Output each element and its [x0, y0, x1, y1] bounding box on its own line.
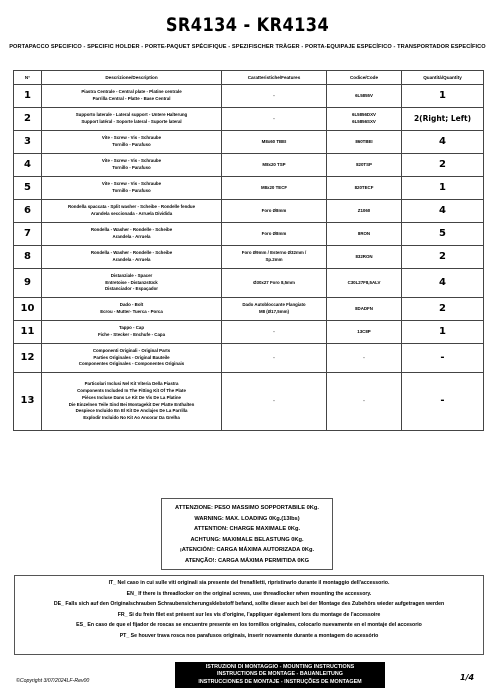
table-row — [14, 154, 484, 177]
row-number: 13 — [14, 373, 42, 431]
row-code — [327, 344, 402, 373]
row-description — [42, 373, 222, 431]
row-number: 7 — [14, 223, 42, 246]
row-number: 3 — [14, 131, 42, 154]
row-features — [222, 269, 327, 298]
warning-line: ACHTUNG: MAXIMALE BELASTUNG 0Kg. — [190, 536, 304, 543]
row-description-line: Entretoise - Distanzstück — [105, 279, 158, 285]
row-description — [42, 246, 222, 269]
row-description-line: Componenti Originali - Original Parts — [92, 347, 171, 353]
row-description-line: Explodir Incluido No Kit Ao Ancorar Da Grelha — [83, 415, 180, 421]
row-quantity: 2(Right; Left) — [402, 108, 484, 131]
table-row — [14, 298, 484, 321]
row-quantity: 2 — [402, 154, 484, 177]
row-description-line: Particolari Inclusi Nel Kit Viteria Della Piastra — [84, 381, 179, 387]
table-row — [14, 85, 484, 108]
footer-band-line: INSTRUCCIONES DE MONTAJE - INSTRUÇÕES DE MONTAGEM — [198, 678, 362, 685]
row-description — [42, 85, 222, 108]
row-number: 8 — [14, 246, 42, 269]
row-description-line: Supporto laterale - Lateral support - Untere Halterung — [75, 112, 188, 118]
row-code-line: 832RON — [355, 253, 373, 259]
row-code-line: - — [363, 354, 365, 360]
row-features-line: M8x20 TECF — [260, 184, 288, 190]
row-code-line: 820TECF — [354, 184, 374, 190]
row-features — [222, 85, 327, 108]
row-description-line: Arandela seccionada - Arruela Dividida — [90, 211, 173, 216]
row-features — [222, 108, 327, 131]
footer-band-line: INSTRUCTIONS DE MONTAGE - BAUANLEITUNG — [217, 671, 343, 678]
table-row — [14, 321, 484, 344]
row-quantity: 4 — [402, 200, 484, 223]
row-description-line: Distanziale - Spacer — [110, 272, 153, 278]
row-description-line: Vite - Screw - Vis - Schraube — [101, 158, 162, 164]
page-number: 1/4 — [460, 673, 475, 682]
row-description-line: Fiche - Stecker - Enchufe - Capa — [97, 332, 166, 337]
row-number: 11 — [14, 321, 42, 344]
row-code-line: - — [363, 398, 365, 404]
table-row — [14, 200, 484, 223]
row-code-line: 13C8P — [357, 328, 371, 334]
table-row — [14, 246, 484, 269]
row-description-line: Tornillo - Parafuso — [112, 142, 151, 147]
row-features — [222, 177, 327, 200]
header-quantity: Quantità/Quantity — [402, 71, 484, 85]
row-features — [222, 223, 327, 246]
row-code-line: 6L5855V — [355, 92, 373, 98]
table-row — [14, 223, 484, 246]
footer-band-line: ISTRUZIONI DI MONTAGGIO - MOUNTING INSTRUCTIONS — [205, 663, 355, 670]
header-features: Caratteristiche/Features — [222, 71, 327, 85]
row-description-line: Pièces Incluse Dans Le Kit De Vis De La Platine — [82, 394, 181, 400]
row-number: 6 — [14, 200, 42, 223]
row-description-line: Support latéral - Soporte lateral - Suporte lateral — [81, 119, 182, 124]
row-quantity: 4 — [402, 131, 484, 154]
row-number: 1 — [14, 85, 42, 108]
note-line: PT_ Se houver trava rosca nos parafusos originais, inserir novamente durante a montagem do acessório — [119, 632, 379, 639]
warning-line: WARNING: MAX. LOADING 0Kg.(13lbs) — [194, 515, 300, 522]
row-number: 10 — [14, 298, 42, 321]
row-code-line: 820TSP — [356, 161, 372, 167]
row-description — [42, 200, 222, 223]
row-code-line: Z1060 — [357, 207, 371, 213]
row-features-line: M8x60 TBEI — [261, 138, 287, 144]
header-description: Descrizione/Description — [42, 71, 222, 85]
parts-table — [13, 70, 484, 431]
row-description — [42, 131, 222, 154]
table-row — [14, 373, 484, 431]
row-code — [327, 321, 402, 344]
row-features-line: Foro Ø8mm — [261, 230, 287, 236]
note-line: DE_ Falls sich auf den Originalschrauben Schraubensicherungsklebstoff befand, sollte dieser auch bei der Montage des Zubehörs wieder aufgetragen werden — [53, 601, 445, 608]
row-description-line: Rondella - Washer - Rondelle - Scheibe — [90, 250, 173, 256]
row-code — [327, 223, 402, 246]
row-features-line: - — [273, 398, 275, 404]
row-features — [222, 373, 327, 431]
table-row — [14, 269, 484, 298]
note-line: ES_ En caso de que el fijador de roscas se encuentre presente en los tornillos originales, colocarlo nuevamente en el montaje del accesorio — [76, 622, 422, 629]
row-features-line: M8 (Ø17,5mm) — [258, 309, 289, 314]
row-description-line: Piastra Centrale - Central plate - Platine centrale — [81, 89, 182, 95]
row-description — [42, 298, 222, 321]
row-features-line: Ø30x27 Foro 8,5mm — [253, 279, 295, 285]
row-code — [327, 246, 402, 269]
header-number: N° — [14, 71, 42, 85]
row-description — [42, 177, 222, 200]
warning-line: ATENÇÃO!: CARGA MÁXIMA PERMITIDA 0KG — [184, 557, 310, 564]
row-description — [42, 108, 222, 131]
row-description — [42, 223, 222, 246]
table-row — [14, 108, 484, 131]
row-code-line: C30L27F8,5ALV — [347, 279, 381, 285]
row-description-line: Arandela - Arruela — [112, 234, 151, 239]
row-description-line: Vite - Screw - Vis - Schraube — [101, 135, 162, 141]
row-code-line: 860TBEI — [355, 138, 373, 144]
row-features-line: Sp.2mm — [265, 257, 283, 262]
row-code — [327, 131, 402, 154]
copyright-text: ©Copyright 3/07/2024LF-Rev00 — [16, 678, 90, 684]
row-number: 2 — [14, 108, 42, 131]
row-description-line: Tornillo - Parafuso — [112, 165, 151, 170]
warning-line: ATTENZIONE: PESO MASSIMO SOPPORTABILE 0Kg. — [175, 505, 319, 511]
table-header-row — [14, 71, 484, 85]
row-features-line: - — [273, 115, 275, 121]
row-quantity: - — [402, 373, 484, 431]
row-number: 12 — [14, 344, 42, 373]
row-features — [222, 298, 327, 321]
row-code-line: 8DADFN — [355, 305, 373, 311]
row-description-line: Tornillo - Parafuso — [112, 188, 151, 193]
row-features-line: Foro Ø9mm / Esterno Ø32mm / — [241, 250, 307, 256]
note-line: IT_ Nel caso in cui sulle viti originali sia presente del frenafiletti, ripristinarlo durante il montaggio dell'accessorio. — [108, 580, 390, 586]
document-subtitle: PORTAPACCO SPECIFICO - SPECIFIC HOLDER - PORTE-PAQUET SPÉCIFIQUE - SPEZIFISCHER TRÄGER - PORTA-EQUIPAJE ESPECÍFICO - TRANSPORTADOR ESPECÍFICO — [9, 44, 486, 50]
row-description — [42, 269, 222, 298]
row-features — [222, 321, 327, 344]
row-description-line: Distanciador - Espaçador — [105, 286, 158, 292]
row-quantity: 1 — [402, 85, 484, 108]
row-description-line: Componentes Originales - Componentes Originais — [78, 361, 185, 367]
warning-line: ¡ATENCIÓN!: CARGA MÁXIMA AUTORIZADA 0Kg. — [179, 547, 315, 554]
note-line: FR_ Si du frein filet est présent sur les vis d'origine, l'appliquer également lors du montage de l'accessoire — [117, 611, 381, 618]
row-description-line: Components Included In The Fitting Kit Of The Plate — [77, 387, 186, 393]
row-features — [222, 200, 327, 223]
row-quantity: 5 — [402, 223, 484, 246]
row-code — [327, 108, 402, 131]
row-description — [42, 321, 222, 344]
row-quantity: 1 — [402, 321, 484, 344]
row-description-line: Parrilla Central - Platte - Base Central — [92, 96, 171, 101]
row-description-line: Despiece Incluido En El Kit De Anclajes De La Parrilla — [75, 408, 188, 414]
max-load-warning-box — [161, 498, 333, 570]
row-code — [327, 269, 402, 298]
row-description-line: Arandela - Arruela — [112, 257, 151, 262]
row-quantity: 2 — [402, 298, 484, 321]
row-description-line: Rondella - Washer - Rondelle - Scheibe — [90, 227, 173, 233]
row-code — [327, 373, 402, 431]
row-description — [42, 154, 222, 177]
note-line: EN_ If there is threadlocker on the original screws, use threadlocker when mounting the accessory. — [126, 590, 372, 597]
row-code — [327, 177, 402, 200]
row-features-line: Foro Ø8mm — [261, 207, 287, 213]
row-quantity: 2 — [402, 246, 484, 269]
threadlocker-note-box — [14, 575, 484, 655]
parts-table-body — [14, 85, 484, 431]
row-features — [222, 246, 327, 269]
row-description — [42, 344, 222, 373]
row-features-line: - — [273, 328, 275, 334]
warning-line: ATTENTION: CHARGE MAXIMALE 0Kg. — [193, 526, 301, 533]
row-code-line: 8RON — [357, 230, 371, 236]
row-features-line: - — [273, 92, 275, 98]
table-row — [14, 177, 484, 200]
row-number: 5 — [14, 177, 42, 200]
row-code-line: 6L5856DXV — [352, 112, 376, 118]
table-row — [14, 344, 484, 373]
row-features — [222, 131, 327, 154]
table-row — [14, 131, 484, 154]
row-description-line: Vite - Screw - Vis - Schraube — [101, 181, 162, 187]
document-title: SR4134 - KR4134 — [165, 14, 330, 36]
row-description-line: Tappo - Cap — [118, 325, 145, 331]
row-features — [222, 344, 327, 373]
row-description-line: Parties Originales - Original Bauteile — [93, 354, 170, 360]
header-code: Codice/Code — [327, 71, 402, 85]
row-code-line: 6L5856SXV — [352, 119, 376, 124]
row-quantity: 4 — [402, 269, 484, 298]
row-description-line: Die Einzelnen Teile Sind Bei Montagekit Der Platte Enthalten — [68, 401, 195, 407]
row-code — [327, 200, 402, 223]
row-description-line: Dado - Bolt — [119, 302, 144, 308]
row-quantity: 1 — [402, 177, 484, 200]
row-code — [327, 154, 402, 177]
row-code — [327, 298, 402, 321]
row-features-line: M8x20 TSP — [262, 161, 286, 167]
row-number: 9 — [14, 269, 42, 298]
row-features-line: Dado Autobloccante Flangiato — [242, 302, 306, 308]
row-description-line: Rondella spaccata - Split washer - Scheibe - Rondelle fendue — [67, 204, 196, 210]
row-features-line: - — [273, 354, 275, 360]
row-features — [222, 154, 327, 177]
row-quantity: - — [402, 344, 484, 373]
row-code — [327, 85, 402, 108]
instructions-footer-band — [175, 662, 385, 688]
row-description-line: Ecrou - Mutter- Tuerca - Porca — [100, 309, 163, 314]
row-number: 4 — [14, 154, 42, 177]
